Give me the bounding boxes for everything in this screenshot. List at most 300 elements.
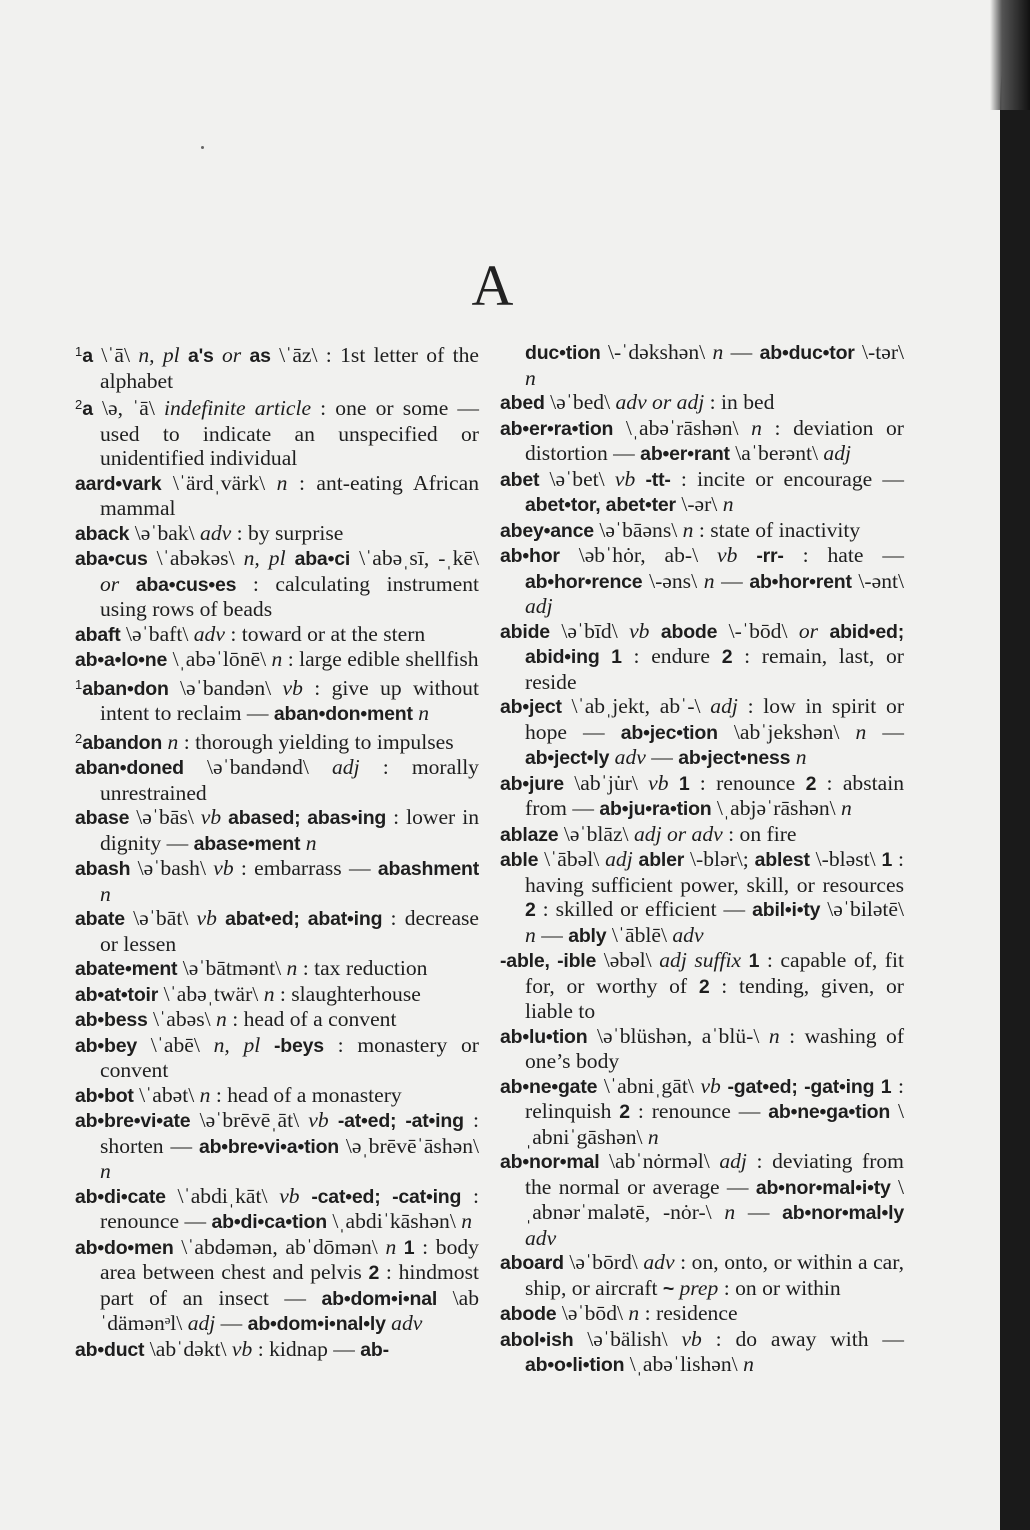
definition-text: \əˈbōrd\ <box>563 1250 644 1274</box>
grammar-label-italic: n <box>712 340 724 364</box>
definition-text: : by surprise <box>231 520 344 545</box>
headword-bold: abode <box>660 620 718 643</box>
definition-text: \əˈbed\ <box>544 390 616 414</box>
grammar-label-italic: n <box>647 1124 659 1149</box>
headword-bold: ab•lu•tion <box>500 1025 588 1048</box>
grammar-label-italic: or <box>798 618 830 643</box>
definition-text: \-ˈdəkshən\ <box>600 340 713 364</box>
definition-text: — <box>645 745 679 769</box>
grammar-label-italic: n <box>743 1352 754 1376</box>
definition-text: : endure <box>621 644 722 668</box>
definition-text: : in bed <box>704 390 775 414</box>
grammar-label-italic: or <box>213 343 250 367</box>
dictionary-entry <box>75 471 479 521</box>
left-column <box>75 340 479 1362</box>
definition-text: \əˈblüshən, aˈblü-\ <box>587 1023 769 1048</box>
definition-text: : head of a monastery <box>210 1082 402 1107</box>
definition-text: : tending, given, or liable to <box>525 973 904 1023</box>
grammar-label-italic: n <box>263 981 275 1006</box>
headword-bold: aba•cus <box>75 548 148 570</box>
headword-bold: ab•duct <box>75 1338 145 1361</box>
definition-text: : having sufficient power, skill, or resources <box>525 847 904 897</box>
dictionary-entry <box>75 622 479 648</box>
definition-text: \ˈabəs\ <box>147 1007 216 1031</box>
definition-text: \əˈbōd\ <box>556 1301 629 1325</box>
definition-text: \əˈbaft\ <box>120 621 194 646</box>
definition-text: — <box>735 1200 783 1224</box>
definition-text: \əbˈhȯr, ab-\ <box>559 543 718 567</box>
definition-text: \ˈabəˌtwär\ <box>158 981 264 1006</box>
definition-text: : renounce <box>689 770 806 795</box>
definition-text: : low in spirit or hope — <box>525 694 905 744</box>
dictionary-entry <box>75 1235 479 1337</box>
definition-text: : deviation or distortion — <box>525 415 905 465</box>
dictionary-entry <box>75 727 479 756</box>
grammar-label-italic: adj or adv <box>633 821 723 846</box>
grammar-label-italic: vb <box>681 1326 702 1351</box>
dictionary-entry <box>75 521 479 547</box>
definition-text: : deviating from the normal or average — <box>525 1149 904 1199</box>
definition-text: : one or some — used to indicate an unspecified or unidentified individual <box>100 396 479 470</box>
grammar-label-italic: n <box>300 830 317 855</box>
headword-bold: ab•nor•mal <box>500 1151 600 1173</box>
grammar-label-italic: vb <box>282 675 303 700</box>
homograph-number: 1 <box>75 344 83 359</box>
definition-text: \abˈjekshən\ <box>717 719 856 744</box>
grammar-label-italic: n <box>628 1301 640 1325</box>
headword-bold: a's <box>187 345 214 367</box>
headword-bold: ab•bess <box>75 1009 148 1031</box>
dictionary-entry <box>500 771 904 822</box>
dictionary-entry <box>500 847 904 948</box>
definition-text: \ˌabniˈgāshən\ <box>525 1099 904 1149</box>
definition-text: \ˈärdˌvärk\ <box>161 470 277 495</box>
grammar-label-italic: n, pl <box>138 343 188 367</box>
definition-text: : morally unrestrained <box>100 755 479 805</box>
headword-bold: abet•tor, abet•ter <box>525 494 676 516</box>
definition-text: : kidnap — <box>252 1336 361 1361</box>
headword-bold: ab•do•men <box>75 1236 174 1259</box>
definition-text: \ˈabdiˌkāt\ <box>165 1183 280 1208</box>
headword-bold: ab•bot <box>75 1084 134 1107</box>
definition-text: \əˈbash\ <box>130 856 214 880</box>
grammar-label-italic: adj <box>710 694 738 718</box>
headword-bold: ab•di•ca•tion <box>211 1211 327 1233</box>
definition-text: \əˌbrēvēˈāshən\ <box>339 1133 479 1158</box>
definition-text: \əˈbandənd\ <box>183 755 332 779</box>
headword-bold: ab•o•li•tion <box>525 1354 625 1376</box>
dictionary-entry <box>75 1033 479 1083</box>
headword-bold: a <box>82 345 93 367</box>
definition-text: \abˈnȯrməl\ <box>599 1149 720 1173</box>
headword-bold: ab•er•rant <box>640 443 730 465</box>
definition-text: : hindmost part of an insect — <box>100 1260 479 1310</box>
headword-bold: ab•bre•vi•a•tion <box>198 1135 340 1158</box>
grammar-label-italic: n <box>162 729 179 754</box>
definition-text: : abstain from — <box>525 770 905 820</box>
grammar-label-italic: adv <box>525 1225 557 1250</box>
definition-text: \-blər\; <box>684 847 755 871</box>
dictionary-entry <box>75 906 479 956</box>
grammar-label-italic: n <box>703 568 715 593</box>
grammar-label-italic: n, pl <box>213 1032 274 1057</box>
definition-text: : embarrass — <box>233 856 378 880</box>
grammar-label-italic: n <box>461 1209 473 1233</box>
headword-bold: duc•tion <box>525 342 601 364</box>
headword-bold: 2 <box>368 1262 380 1284</box>
dictionary-entry <box>75 1083 479 1109</box>
definition-text: \ˌabdiˈkāshən\ <box>326 1209 462 1233</box>
grammar-label-italic: or <box>100 571 136 596</box>
headword-bold: ab•di•cate <box>75 1185 166 1208</box>
headword-bold: 2 <box>721 646 733 668</box>
grammar-label-italic: vb <box>614 466 646 491</box>
headword-bold: 2 <box>619 1101 630 1123</box>
definition-text: : body area between chest and pelvis <box>100 1234 479 1284</box>
definition-text: \əˈbātmənt\ <box>177 956 287 980</box>
definition-text: : thorough yielding to impulses <box>178 729 454 754</box>
definition-text: : skilled or efficient — <box>535 897 753 921</box>
definition-text: : remain, last, or reside <box>525 644 904 694</box>
dictionary-entry <box>500 948 904 1024</box>
grammar-label-italic: n <box>724 1200 736 1224</box>
headword-bold: ab•jec•tion <box>620 721 718 744</box>
definition-text: : toward or at the stern <box>224 621 426 646</box>
definition-text: \ˈabniˌgāt\ <box>597 1073 701 1098</box>
headword-bold: abashment <box>377 858 479 880</box>
dictionary-entry <box>75 1007 479 1033</box>
grammar-label-italic: adv <box>200 520 232 545</box>
definition-text: \əˈbās\ <box>129 805 201 829</box>
dictionary-entry <box>75 673 479 727</box>
definition-text: \-ənt\ <box>851 568 904 593</box>
headword-bold: ab•hor•rent <box>749 570 852 593</box>
dictionary-entry <box>75 956 479 982</box>
dictionary-entry <box>500 1149 904 1250</box>
headword-bold: abode <box>500 1303 557 1325</box>
grammar-label-italic: adv <box>643 1250 675 1274</box>
headword-bold: ab•dom•i•nal•ly <box>247 1313 386 1335</box>
definition-text: \əbəl\ <box>596 948 660 972</box>
grammar-label-italic: n <box>768 1023 780 1048</box>
definition-text: \ˌabəˈrāshən\ <box>613 415 752 440</box>
definition-text: \əˈblāz\ <box>558 821 634 846</box>
definition-text: : incite or encourage — <box>670 466 905 491</box>
grammar-label-italic: adj <box>525 594 553 618</box>
section-letter-heading: A <box>471 253 514 318</box>
grammar-label-italic: n <box>790 745 807 769</box>
definition-text: \ˈabē\ <box>137 1032 214 1057</box>
dictionary-entry <box>500 619 904 695</box>
definition-text: \əˈbandən\ <box>168 675 283 700</box>
page-corner-shadow <box>990 0 1030 110</box>
grammar-label-italic: indefinite article <box>164 396 312 420</box>
dictionary-entry <box>500 467 904 518</box>
definition-text: \əˈbilətē\ <box>820 897 905 921</box>
headword-bold: ab•ne•ga•tion <box>768 1101 891 1123</box>
dictionary-entry <box>500 694 904 771</box>
homograph-number: 1 <box>75 676 83 692</box>
definition-text: \ə, ˈā\ <box>92 396 165 420</box>
headword-bold: 2 <box>698 975 710 998</box>
headword-bold: a <box>82 398 93 420</box>
headword-bold: aba•ci <box>294 548 351 570</box>
definition-text: \ˌabnərˈmalətē, -nȯr-\ <box>525 1174 904 1224</box>
headword-bold: ablaze <box>500 823 559 846</box>
dictionary-entry <box>75 546 479 622</box>
grammar-label-italic: adj <box>605 847 639 871</box>
definition-text: \-ər\ <box>675 492 723 516</box>
definition-text: : give up without intent to reclaim — <box>100 675 479 725</box>
definition-text: — <box>215 1311 248 1335</box>
grammar-label-italic: adj suffix <box>659 948 749 972</box>
grammar-label-italic: n <box>276 470 288 495</box>
headword-bold: abil•i•ty <box>752 899 821 921</box>
headword-bold: abol•ish <box>500 1328 574 1351</box>
dictionary-entry <box>75 340 479 393</box>
grammar-label-italic: n <box>199 1082 211 1107</box>
headword-bold: abid•ed; abid•ing 1 <box>525 620 904 668</box>
grammar-label-italic: n <box>100 1159 111 1183</box>
headword-bold: ab•hor•rence <box>525 570 643 593</box>
definition-text: : renounce — <box>629 1099 769 1123</box>
headword-bold: aard•vark <box>75 472 162 495</box>
definition-text: \ˈā\ <box>92 343 139 367</box>
headword-bold: abased; abas•ing <box>228 807 387 829</box>
headword-bold: 1 <box>881 849 893 871</box>
definition-text: : lower in dignity — <box>100 805 480 855</box>
dictionary-entry <box>500 416 904 467</box>
headword-bold: ably <box>568 924 607 947</box>
headword-bold: ab•ne•gate <box>500 1075 598 1098</box>
definition-text: — <box>723 340 760 364</box>
definition-text: \ˈabət\ <box>133 1082 200 1107</box>
headword-bold: abate <box>75 908 125 930</box>
definition-text: — <box>866 719 904 744</box>
dictionary-entry <box>75 1184 479 1235</box>
grammar-label-italic: vb <box>200 805 229 829</box>
headword-bold: ab•nor•mal•i•ty <box>755 1176 891 1199</box>
definition-text: \-tər\ <box>854 340 905 364</box>
definition-text: \əˈbrēvēˌāt\ <box>190 1108 309 1132</box>
dictionary-entry <box>75 755 479 805</box>
definition-text: — <box>535 922 569 947</box>
headword-bold: -rr- <box>756 545 784 567</box>
headword-bold: aban•doned <box>75 757 184 779</box>
definition-text: : state of inactivity <box>693 517 861 542</box>
headword-bold: ab- <box>360 1338 389 1361</box>
headword-bold: aban•don•ment <box>273 703 413 725</box>
headword-bold: ab•ju•ra•tion <box>599 798 712 820</box>
grammar-label-italic: n <box>722 492 734 516</box>
definition-text: : slaughterhouse <box>274 981 421 1006</box>
definition-text: : capable of, fit for, or worthy of <box>525 948 904 998</box>
definition-text: \-ˈbōd\ <box>717 618 799 643</box>
definition-text: : on, onto, or within a car, ship, or aircraft <box>525 1250 904 1300</box>
right-column <box>500 340 904 1378</box>
dictionary-entry-continuation <box>500 340 904 390</box>
headword-bold: ~ <box>662 1277 675 1300</box>
definition-text: \əˈbāt\ <box>124 906 197 930</box>
definition-text: \əˈbälish\ <box>573 1326 682 1351</box>
headword-bold: as <box>249 345 271 367</box>
definition-text: : head of a convent <box>226 1007 397 1031</box>
dictionary-entry <box>500 1074 904 1150</box>
headword-bold: abandon <box>82 731 163 754</box>
dictionary-entry <box>500 518 904 544</box>
dictionary-entry <box>75 1337 479 1363</box>
definition-text: : on fire <box>722 821 797 846</box>
grammar-label-italic: adj <box>823 441 851 465</box>
definition-text: : do away with — <box>701 1326 904 1351</box>
definition-text: \əˈbak\ <box>129 520 201 545</box>
definition-text: \əˈbīd\ <box>549 618 630 643</box>
grammar-label-italic: vb <box>717 543 757 567</box>
headword-bold: abey•ance <box>500 519 594 542</box>
headword-bold: ab•nor•mal•ly <box>782 1202 905 1224</box>
headword-bold: ablest <box>754 849 810 871</box>
grammar-label-italic: n <box>385 1234 397 1259</box>
dictionary-entry <box>500 543 904 619</box>
definition-text: \-bləst\ <box>809 847 882 871</box>
headword-bold: ab•duc•tor <box>759 342 855 364</box>
definition-text: \ˈāz\ : 1st letter of the alphabet <box>100 343 479 393</box>
definition-text: \ˈāblē\ <box>606 922 673 947</box>
definition-text: : ant-eating African mammal <box>100 470 480 520</box>
grammar-label-italic: n <box>271 647 283 671</box>
headword-bold: ab•dom•i•nal <box>321 1287 438 1310</box>
definition-text: \-əns\ <box>642 568 704 593</box>
headword-bold: -able, -ible <box>500 950 597 972</box>
headword-bold: abase•ment <box>193 832 301 855</box>
definition-text: : monastery or convent <box>100 1032 479 1082</box>
grammar-label-italic: vb <box>279 1183 312 1208</box>
grammar-label-italic: adj <box>332 755 360 779</box>
headword-bold: aback <box>75 522 130 545</box>
dictionary-entry <box>75 1108 479 1184</box>
headword-bold: abler <box>638 849 685 871</box>
headword-bold: aban•don <box>82 677 169 700</box>
grammar-label-italic: adv or adj <box>615 390 705 414</box>
headword-bold: ab•ject•ness <box>678 747 791 769</box>
grammar-label-italic: n <box>100 881 111 906</box>
definition-text: : tax reduction <box>297 956 428 980</box>
grammar-label-italic: n, pl <box>243 546 295 570</box>
definition-text: : washing of one’s body <box>525 1023 905 1073</box>
grammar-label-italic: vb <box>648 770 679 795</box>
headword-bold: abed <box>500 392 545 414</box>
definition-text: — <box>714 568 750 593</box>
headword-bold: -cat•ed; -cat•ing <box>311 1185 462 1208</box>
grammar-label-italic: vb <box>629 618 661 643</box>
headword-bold: ab•at•toir <box>75 983 159 1006</box>
grammar-label-italic: n <box>525 922 536 947</box>
grammar-label-italic: prep <box>674 1275 719 1300</box>
dictionary-entry <box>500 1250 904 1301</box>
definition-text: : shorten — <box>100 1108 479 1158</box>
grammar-label-italic: vb <box>308 1108 338 1132</box>
grammar-label-italic: adv <box>193 621 225 646</box>
headword-bold: -beys <box>273 1034 324 1057</box>
definition-text: : large edible shellfish <box>282 647 479 671</box>
definition-text: \aˈberənt\ <box>729 441 824 465</box>
definition-text: : on or within <box>718 1275 841 1300</box>
grammar-label-italic: adj <box>187 1311 216 1335</box>
definition-text: \ˈabəˌsī, -ˌkē\ <box>350 546 479 570</box>
headword-bold: ab•a•lo•ne <box>75 649 168 671</box>
grammar-label-italic: vb <box>196 906 226 930</box>
dictionary-entry <box>500 390 904 416</box>
headword-bold: abase <box>75 807 130 829</box>
definition-text: \ˈabəkəs\ <box>147 546 244 570</box>
dictionary-entry <box>500 1301 904 1327</box>
grammar-label-italic: adj <box>719 1149 747 1173</box>
headword-bold: abash <box>75 858 131 880</box>
grammar-label-italic: n <box>682 517 694 542</box>
definition-text: \əˈbāəns\ <box>593 517 683 542</box>
definition-text: \abˈju̇r\ <box>563 770 649 795</box>
definition-text: : calculating instrument using rows of beads <box>100 571 479 621</box>
grammar-label-italic: adv <box>385 1311 423 1335</box>
grammar-label-italic: n <box>525 365 536 390</box>
definition-text: : residence <box>639 1301 738 1325</box>
dictionary-entry <box>500 1327 904 1378</box>
page-edge-shadow <box>1000 0 1030 1530</box>
definition-text: \abˈdəkt\ <box>144 1336 232 1361</box>
headword-bold: abide <box>500 620 550 643</box>
headword-bold: 1 <box>396 1236 415 1259</box>
homograph-number: 2 <box>75 397 83 412</box>
homograph-number: 2 <box>75 730 83 746</box>
headword-bold: aba•cus•es <box>135 573 237 596</box>
definition-text: \ˈabdəmən, abˈdōmən\ <box>173 1234 386 1259</box>
definition-text: : hate — <box>783 543 904 567</box>
grammar-label-italic: n <box>412 701 429 725</box>
headword-bold: abet <box>500 468 540 491</box>
headword-bold: ab•hor <box>500 545 560 567</box>
headword-bold: 1 <box>678 772 690 795</box>
definition-text: \ˌabjəˈrāshən\ <box>711 796 842 820</box>
dictionary-entry <box>75 805 479 856</box>
headword-bold: aboard <box>500 1252 564 1274</box>
headword-bold: ab•er•ra•tion <box>500 417 614 440</box>
grammar-label-italic: n <box>841 796 852 820</box>
grammar-label-italic: adv <box>609 745 646 769</box>
headword-bold: ab•ject <box>500 696 562 718</box>
headword-bold: 2 <box>805 772 817 795</box>
grammar-label-italic: n <box>855 719 867 744</box>
dictionary-entry <box>75 647 479 673</box>
grammar-label-italic: adv <box>672 922 704 947</box>
headword-bold: abaft <box>75 623 121 646</box>
headword-bold: ab•jure <box>500 772 564 795</box>
definition-text: : renounce — <box>100 1183 479 1233</box>
definition-text: \əˈbet\ <box>539 466 615 491</box>
dictionary-entry <box>75 856 479 906</box>
dictionary-entry <box>500 1024 904 1074</box>
dictionary-entry <box>75 982 479 1008</box>
headword-bold: ab•bey <box>75 1034 137 1057</box>
headword-bold: 1 <box>748 950 760 972</box>
headword-bold: -tt- <box>645 468 671 491</box>
grammar-label-italic: n <box>751 415 762 440</box>
headword-bold: able <box>500 849 539 871</box>
definition-text: \ˌabəˈlōnē\ <box>167 647 272 671</box>
grammar-label-italic: n <box>286 956 298 980</box>
headword-bold: abat•ed; abat•ing <box>225 908 383 930</box>
headword-bold: abate•ment <box>75 958 178 980</box>
definition-text: \ˈabˌjekt, abˈ-\ <box>561 694 711 718</box>
